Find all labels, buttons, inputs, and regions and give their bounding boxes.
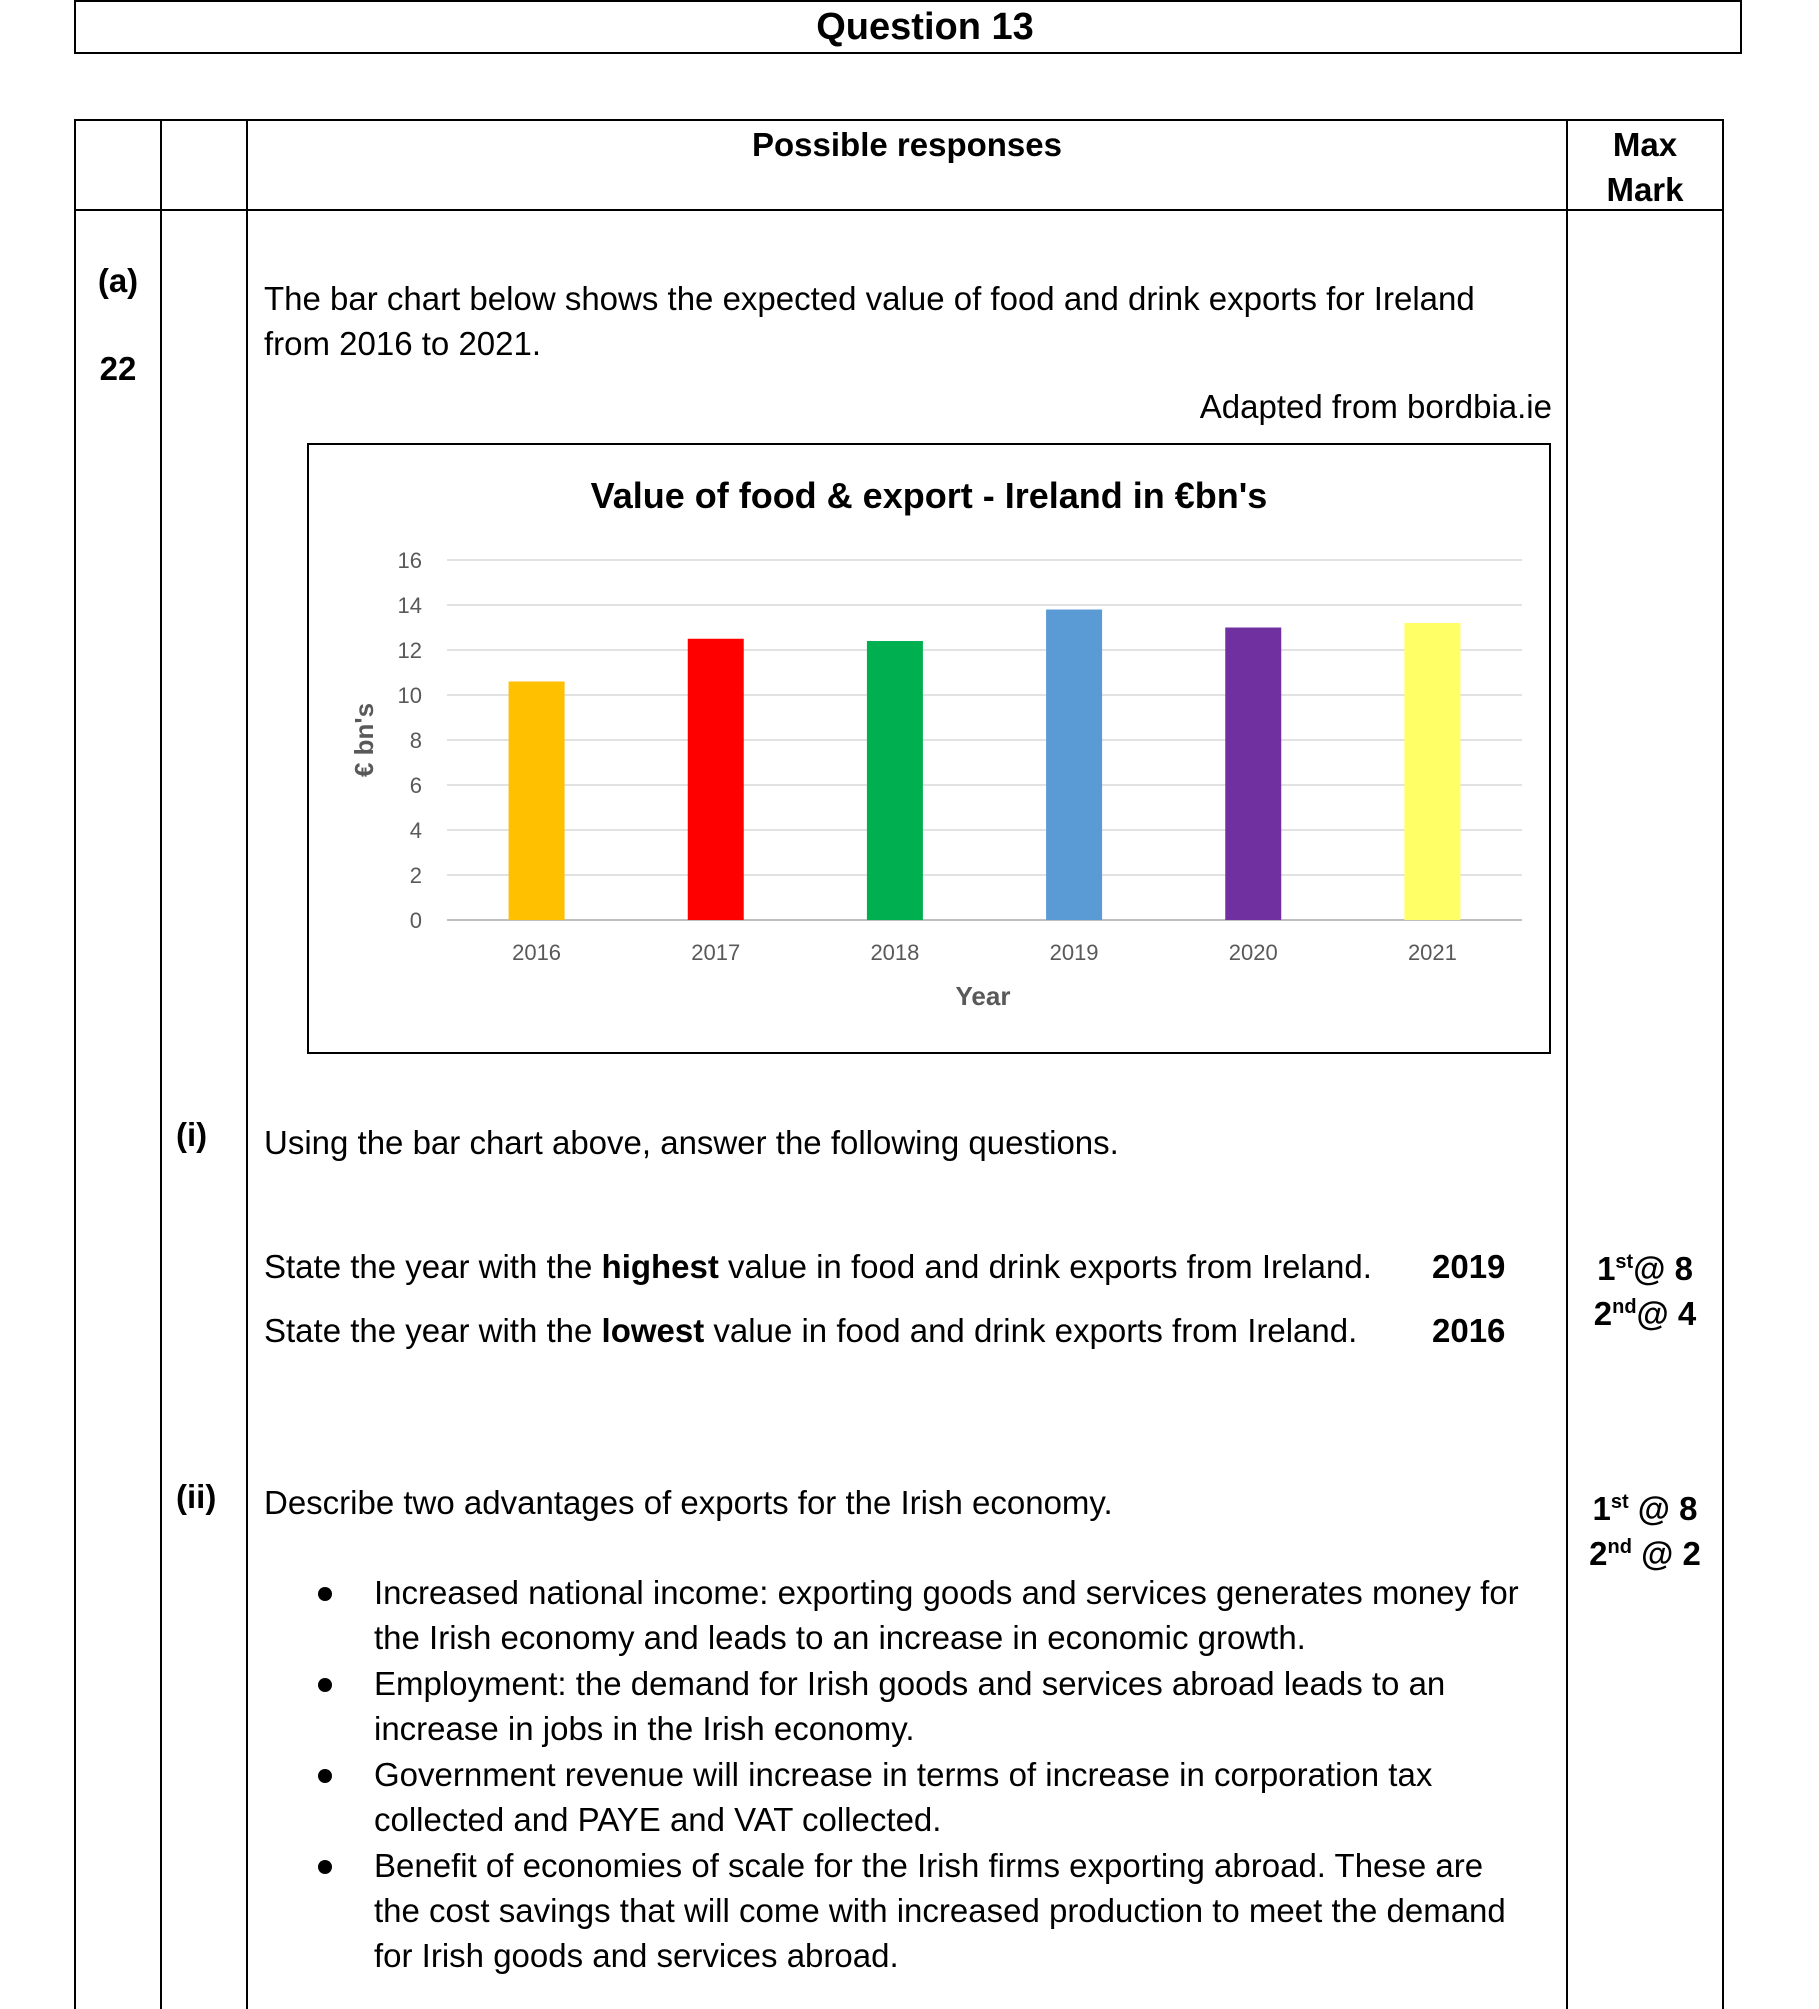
x-tick-label: 2019 (1049, 940, 1099, 965)
q1-text-pre: State the year with the (264, 1248, 602, 1285)
part-a-total-marks: 22 (99, 350, 137, 387)
bar-2018 (867, 641, 923, 920)
bullet-2-line-1: Employment: the demand for Irish goods and services abroad leads to an (374, 1665, 1446, 1702)
table-header-border (74, 209, 1724, 211)
bar-2021 (1404, 623, 1460, 920)
y-tick-label: 2 (409, 863, 422, 888)
part-i-mark-2 (1568, 1291, 1722, 1336)
q2-text-bold: lowest (601, 1312, 705, 1349)
y-tick-label: 8 (409, 728, 422, 753)
bullet-4-line-1: Benefit of economies of scale for the Irish firms exporting abroad. These are (374, 1847, 1484, 1884)
header-max-mark-line2: Mark (1606, 171, 1684, 208)
part-i-answer-highest: 2019 (1432, 1248, 1506, 1285)
y-tick-label: 12 (397, 638, 422, 663)
part-a-intro-line2: from 2016 to 2021. (264, 325, 542, 362)
part-ii-label: (ii) (176, 1478, 217, 1515)
bullet-icon (318, 1769, 332, 1783)
y-tick-label: 4 (409, 818, 422, 843)
q1-text-bold: highest (601, 1248, 719, 1285)
part-i-instruction: Using the bar chart above, answer the following questions. (264, 1124, 1119, 1161)
table-col1-border (160, 119, 162, 2009)
mark-ii1-sup: st (1610, 1491, 1629, 1513)
bullet-3-line-2: collected and PAYE and VAT collected. (374, 1801, 942, 1838)
part-i-mark-1 (1568, 1246, 1722, 1291)
advantages-list (374, 1570, 1564, 1978)
mark-ii2-num: 2 (1589, 1535, 1608, 1572)
chart-x-axis-label: Year (955, 981, 1011, 1011)
part-ii-question: Describe two advantages of exports for the Irish economy. (264, 1484, 1113, 1521)
part-a-label: (a) (97, 262, 139, 299)
mark-ii2-sup: nd (1607, 1536, 1632, 1558)
mark-i2-sup: nd (1612, 1296, 1637, 1318)
mark-i1-rest: @ 8 (1633, 1250, 1693, 1287)
mark-i1-sup: st (1615, 1251, 1634, 1273)
list-item (374, 1570, 1564, 1660)
x-tick-label: 2016 (512, 940, 562, 965)
chart-y-ticks (398, 548, 422, 933)
x-tick-label: 2020 (1228, 940, 1278, 965)
bullet-1-line-2: the Irish economy and leads to an increase in economic growth. (374, 1619, 1306, 1656)
table-left-border (74, 119, 76, 2009)
chart-source: Adapted from bordbia.ie (1199, 388, 1552, 425)
chart-x-ticks (512, 940, 1457, 965)
mark-ii2-rest: @ 2 (1631, 1535, 1701, 1572)
mark-ii1-num: 1 (1592, 1490, 1611, 1527)
list-item (374, 1661, 1564, 1751)
table-top-border (74, 119, 1724, 121)
q2-text-post: value in food and drink exports from Ireland. (704, 1312, 1358, 1349)
bullet-icon (318, 1860, 332, 1874)
mark-ii1-rest: @ 8 (1628, 1490, 1698, 1527)
bullet-3-line-1: Government revenue will increase in terms of increase in corporation tax (374, 1756, 1433, 1793)
chart-y-axis-label: € bn's (349, 702, 379, 778)
mark-i1-num: 1 (1597, 1250, 1616, 1287)
mark-i2-rest: @ 4 (1636, 1295, 1697, 1332)
part-i-question-highest (264, 1244, 1372, 1289)
bar-chart (307, 443, 1551, 1054)
y-tick-label: 14 (397, 593, 422, 618)
chart-title: Value of food & export - Ireland in €bn's (590, 475, 1268, 516)
q1-text-post: value in food and drink exports from Ireland. (718, 1248, 1372, 1285)
bullet-4-line-2: the cost savings that will come with increased production to meet the demand (374, 1892, 1506, 1929)
bar-2016 (509, 682, 565, 921)
header-max-mark (1568, 122, 1722, 212)
bar-2019 (1046, 610, 1102, 921)
chart-gridlines (447, 560, 1522, 920)
bar-2017 (688, 639, 744, 920)
header-max-mark-line1: Max (1612, 126, 1678, 163)
part-i-label: (i) (176, 1116, 208, 1153)
bullet-icon (318, 1678, 332, 1692)
bullet-2-line-2: increase in jobs in the Irish economy. (374, 1710, 915, 1747)
chart-bars (509, 610, 1461, 921)
part-ii-mark-1 (1568, 1486, 1722, 1531)
part-a-intro-line1: The bar chart below shows the expected value of food and drink exports for Ireland (264, 280, 1475, 317)
mark-i2-num: 2 (1593, 1295, 1613, 1332)
y-tick-label: 16 (397, 548, 422, 573)
header-possible-responses: Possible responses (752, 126, 1062, 163)
bullet-4-line-3: for Irish goods and services abroad. (374, 1937, 899, 1974)
part-i-answer-lowest: 2016 (1432, 1312, 1506, 1349)
table-col2-border (246, 119, 248, 2009)
y-tick-label: 6 (409, 773, 422, 798)
table-right-border (1722, 119, 1724, 2009)
x-tick-label: 2017 (691, 940, 741, 965)
table-col3-border (1566, 119, 1568, 2009)
question-title: Question 13 (816, 6, 1034, 48)
part-i-question-lowest (264, 1308, 1357, 1353)
x-tick-label: 2018 (870, 940, 920, 965)
bullet-icon (318, 1587, 332, 1601)
y-tick-label: 10 (397, 683, 422, 708)
list-item (374, 1752, 1564, 1842)
list-item (374, 1843, 1564, 1978)
q2-text-pre: State the year with the (264, 1312, 602, 1349)
x-tick-label: 2021 (1407, 940, 1457, 965)
bar-2020 (1225, 628, 1281, 921)
y-tick-label: 0 (409, 908, 422, 933)
bullet-1-line-1: Increased national income: exporting goods and services generates money for (374, 1574, 1519, 1611)
part-ii-mark-2 (1568, 1531, 1722, 1576)
